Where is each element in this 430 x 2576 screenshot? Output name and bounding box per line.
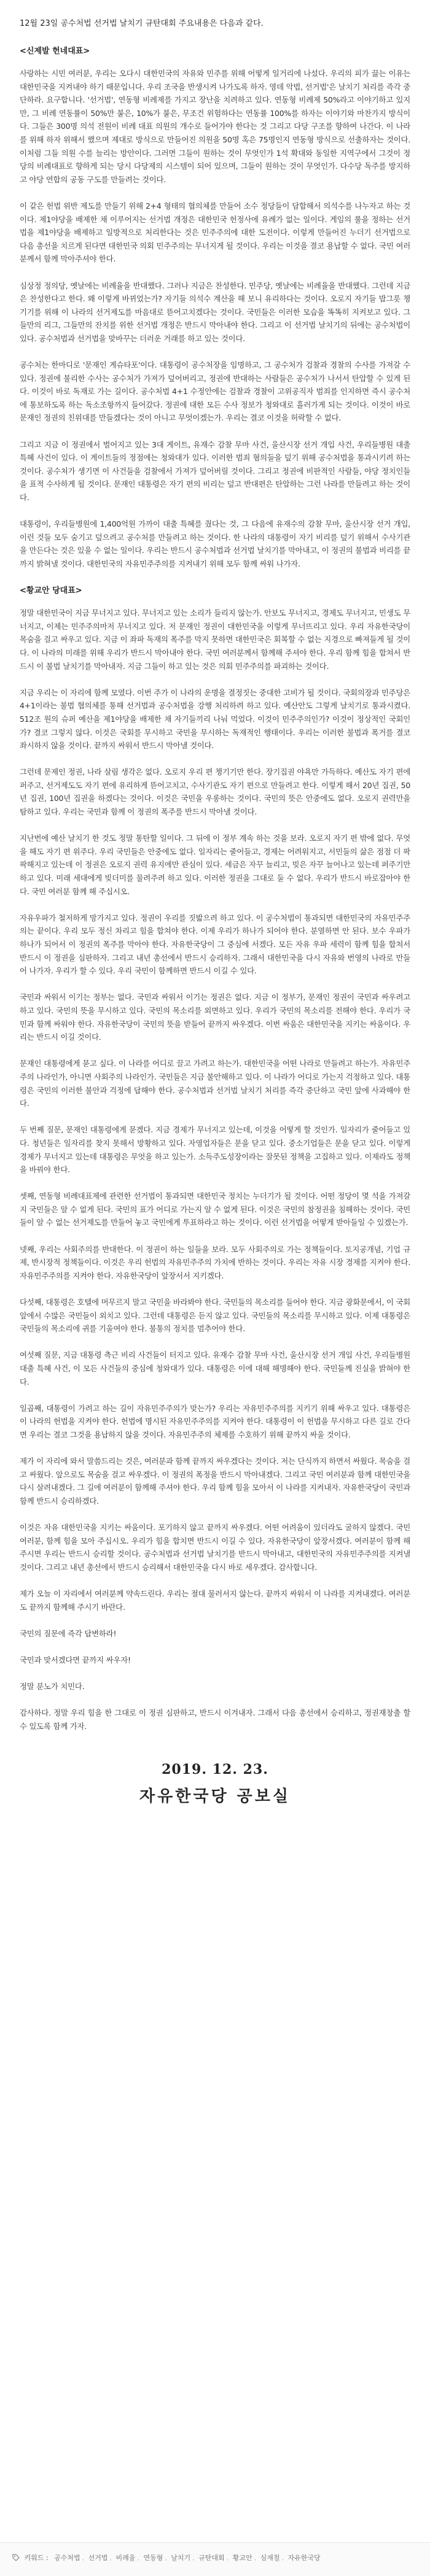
tag-separator: , [281,2554,284,2562]
tag-separator: , [137,2554,139,2562]
body-paragraph: 국민과 싸워서 이기는 정부는 없다. 국민과 싸워서 이기는 정권은 없다. 지금 이 정부가, 문재인 정권이 국민과 싸우려고 하고 있다. 국민의 뜻을 무시하고 있다. 국민의 목소리를 외면하고 있다. 우리가 국민의 목소리를 전해야 한다. 우리가 국민과 함께 싸워야 한다. 자유한국당이 국민의 뜻을 받들어 끝까지 싸우겠다. 이번 싸움은 대한민국을 지키는 싸움이다. 우리는 반드시 이길 것이다. [20,992,410,1042]
body-paragraph: 자유우파가 철저하게 망가지고 있다. 정권이 우리를 짓밟으려 하고 있다. 이 공수처법이 통과되면 대한민국의 자유민주주의는 끝이다. 우리 모두 정신 차리고 힘을 합쳐야 한다. 이제 우리가 하나가 되어야 한다. 분열하면 안 된다. 보수 우파가 하나가 되어서 이 정권의 폭주를 막아야 한다. 자유한국당이 그 중심에 서겠다. 모든 자유 우파 세력이 함께 힘을 합쳐서 반드시 이 정권을 심판하자. 그리고 내년 총선에서 반드시 승리하자. 그래서 대한민국을 다시 자유와 번영의 나라로 만들어 나가자. 우리가 할 수 있다. 우리 국민이 함께하면 반드시 이길 수 있다. [20,913,410,976]
body-paragraph: 지금 우리는 이 자리에 함께 모였다. 이번 주가 이 나라의 운명을 결정짓는 중대한 고비가 될 것이다. 국회의장과 민주당은 4+1이라는 불법 협의체를 통해 선거법과 공수처법을 강행 처리하려 하고 있다. 예산안도 그렇게 날치기로 통과시켰다. 512조 원의 슈퍼 예산을 제1야당을 배제한 채 자기들끼리 나눠 먹었다. 이것이 민주주의인가? 이것이 정상적인 국회인가? 결코 그렇지 않다. 이것은 국회를 무시하고 국민을 무시하는 독재적인 행태이다. 우리는 이러한 불법과 폭거를 결코 좌시하지 않을 것이다. 끝까지 싸워서 반드시 막아낼 것이다. [20,687,410,751]
body-paragraph: 이 같은 헌법 위반 제도를 만들기 위해 2+4 형태의 협의체를 만들어 소수 정당들이 담합해서 의석수를 나누자고 하는 것이다. 제1야당을 배제한 채 이루어지는 선거법 개정은 대한민국 헌정사에 유례가 없는 일이다. 게임의 룰을 정하는 선거법을 제1야당을 배제하고 일방적으로 처리한다는 것은 민주주의에 대한 도전이다. 이렇게 만들어진 누더기 선거법으로 다음 총선을 치르게 된다면 대한민국 의회 민주주의는 무너지게 될 것이다. 우리는 이것을 결코 용납할 수 없다. 국민 여러분께서 함께 막아주셔야 한다. [20,201,410,264]
tag-separator: , [226,2554,229,2562]
body-paragraph: 사랑하는 시민 여러분, 우리는 오다시 대한민국의 자유와 민주를 위해 어떻게 일거리에 나섰다. 우리의 피가 끓는 이유는 대한민국을 지켜내야 하기 때문입니다. 우리 조국을 반생시켜 나가도록 하자. 영데 악법, 선거법'은 날치기 처리를 즉각 중단하라. 요구합니다. '선거법', 연동형 비례제를 가지고 장난을 치려하고 있다. 연동형 비례제 50%라고 이야기하고 있지만, 그 비례 연동률이 50%만 붙은, 10%가 붙은, 무조건 위험하다는 연동률 100%를 하자는 이야기와 마찬가지 방식이다. 그들은 300명 의석 전원이 비례 대표 의원의 개수로 들어가야 한다는 것 그리고 다당 구조를 향하여 나간다. 이 나라를 위해 하자 위해서 했으며 제대로 방식으로 만들어진 의원을 50명 혹은 75명인지 연동형 방식으로 선출하자는 것이다. 이처럼 그들 의원 수를 늘리는 방안이다. 그러면 그들이 원하는 것이 무엇인가 1석 확대와 동일한 지역구에서 그것이 정당의 비례대표로 향하게 되는 당시 다당제의 시스템이 되어 있으며, 그들이 원하는 것이 무엇인가. 다수당 독주를 방지하고 야당 연합의 공동 구도를 만들려는 것이다. [20,69,410,184]
issuer-name: 자유한국당 공보실 [139,1787,291,1806]
keyword-tag[interactable]: 선거법 [88,2554,108,2562]
body-paragraph: 이것은 자유 대한민국을 지키는 싸움이다. 포기하지 않고 끝까지 싸우겠다. 어떤 어려움이 있더라도 굴하지 않겠다. 국민 여러분, 함께 힘을 모아 주십시오. 우리가 힘을 합치면 반드시 이길 수 있다. 자유한국당이 앞장서겠다. 여러분이 함께 해주시면 우리는 반드시 승리할 것이다. 공수처법과 선거법 날치기를 반드시 막아내고, 대한민국의 자유민주주의를 지켜낼 것이다. 그리고 내년 총선에서 반드시 승리해서 대한민국을 다시 바로 세우겠다. 감사합니다. [20,1523,410,1572]
tag-separator: , [109,2554,112,2562]
keyword-tag[interactable]: 공수처법 [54,2554,80,2562]
lead-sentence: 12월 23일 공수처법 선거법 날치기 규탄대회 주요내용은 다음과 같다. [20,19,264,28]
body-paragraph: 대통령이, 우리들병원에 1,400억원 가까이 대출 특혜를 줬다는 것, 그 다음에 유재수의 감찰 무마, 울산시장 선거 개입, 이런 것들 모두 숨기고 덮으려고 공수처를 만들려고 하는 것이다. 한 나라의 대통령이 자기 비리를 덮기 위해서 수사기관을 만든다는 것은 있을 수 없는 일이다. 우리는 반드시 공수처법과 선거법 날치기를 막아내고, 이 정권의 불법과 비리를 끝까지 밝혀낼 것이다. 대한민국의 자유민주주의를 지켜내기 위해 모두 함께 싸워 나가자. [20,519,410,568]
body-paragraph: 심상정 정의당, 옛날에는 비례율을 반대했다. 그러나 지금은 찬성한다. 민주당, 옛날에는 비례율을 반대했다. 그런데 지금은 찬성한다고 한다. 왜 이렇게 바뀌었는가? 자기들 의석수 계산을 해 보니 유리하다는 것이다. 오로지 자기들 밥그릇 챙기기를 위해 이 나라의 선거제도를 마음대로 뜯어고치겠다는 것이다. 국민들은 이러한 모습을 똑똑히 지켜보고 있다. 그들만의 리그, 그들만의 잔치를 위한 선거법 개정은 반드시 막아내야 한다. 그리고 이 선거법 날치기의 뒤에는 공수처법이 있다. 공수처법과 선거법을 맞바꾸는 더러운 거래를 하고 있는 것이다. [20,280,410,343]
body-paragraph: 지난번에 예산 날치기 한 것도 정말 통탄할 일이다. 그 뒤에 이 정부 계속 하는 것을 보라. 오로지 자기 편 밖에 없다. 무엇을 해도 자기 편 위주다. 우리 국민들은 안중에도 없다. 일자리는 줄어들고, 경제는 어려워지고, 서민들의 삶은 점점 더 팍팍해지고 있는데 이 정권은 오로지 권력 유지에만 관심이 있다. 세금은 자꾸 늘리고, 빚은 자꾸 늘어나고 있는데 퍼주기만 하고 있다. 미래 세대에게 빚더미를 물려주려 하고 있다. 이러한 정권을 그대로 둘 수 없다. 우리가 반드시 바로잡아야 한다. 국민 여러분 함께 해 주십시오. [20,834,410,896]
body-paragraph: 정말 대한민국이 지금 무너지고 있다. 무너지고 있는 소리가 들리지 않는가. 안보도 무너지고, 경제도 무너지고, 민생도 무너지고, 이제는 민주주의마저 무너지고 있다. 저 문재인 정권이 대한민국을 이렇게 무너뜨리고 있다. 우리 자유한국당이 목숨을 걸고 싸우고 있다. 지금 이 좌파 독재의 폭주를 막지 못하면 대한민국은 회복할 수 없는 지경으로 빠져들게 될 것이다. 이 나라의 미래를 위해 우리가 반드시 막아내야 한다. 국민 여러분께서 함께해 주셔야 한다. 우리 함께 힘을 합쳐서 반드시 이 불법 날치기를 막아내자. 지금 그들이 하고 있는 것은 의회 민주주의를 파괴하는 것이다. [20,608,410,671]
body-paragraph: 넷째, 우리는 사회주의를 반대한다. 이 정권이 하는 일들을 보라. 모두 사회주의로 가는 정책들이다. 토지공개념, 기업 규제, 반시장적 정책들이다. 이것은 우리 헌법의 자유민주주의 가치에 반하는 것이다. 우리는 자유 시장 경제를 지켜야 한다. 자유민주주의를 지켜야 한다. 자유한국당이 앞장서서 지키겠다. [20,1244,410,1280]
section-title-second: <황교안 당대표> [20,586,82,596]
tag-separator: , [254,2554,257,2562]
body-paragraph: 문재인 대통령에게 묻고 싶다. 이 나라를 어디로 끌고 가려고 하는가. 대한민국을 어떤 나라로 만들려고 하는가. 자유민주주의 나라인가, 아니면 사회주의 나라인가. 국민들은 지금 불안해하고 있다. 이 나라가 어디로 가는지 걱정하고 있다. 대통령은 국민의 이러한 불안과 걱정에 답해야 한다. 공수처법과 선거법 날치기 처리를 즉각 중단하고 국민 앞에 사과해야 한다. [20,1059,410,1108]
keyword-tag[interactable]: 비례율 [115,2554,136,2562]
tag-separator: , [165,2554,167,2562]
keyword-tag[interactable]: 자유한국당 [287,2554,321,2562]
keyword-tag[interactable]: 황교안 [232,2554,252,2562]
keyword-tag[interactable]: 날치기 [171,2554,191,2562]
body-paragraph: 제가 이 자리에 와서 말씀드리는 것은, 여러분과 함께 끝까지 싸우겠다는 것이다. 저는 단식까지 하면서 싸웠다. 목숨을 걸고 싸웠다. 앞으로도 목숨을 걸고 싸우겠다. 이 정권의 폭정을 반드시 막아내겠다. 그리고 국민 여러분과 함께 대한민국을 다시 살려내겠다. 그 길에 여러분이 함께해 주셔야 한다. 우리 함께 힘을 모아서 이 나라를 지켜내자. 자유한국당이 국민과 함께 반드시 승리하겠다. [20,1456,410,1506]
body-paragraph: 국민과 맞서겠다면 끝까지 싸우자! [20,1655,131,1665]
body-paragraph: 셋째, 연동형 비례대표제에 관련한 선거법이 통과되면 대한민국 정치는 누더기가 될 것이다. 어떤 정당이 몇 석을 가져갈지 국민들은 알 수 없게 된다. 국민의 표가 어디로 가는지 알 수 없게 된다. 이것은 국민의 참정권을 침해하는 것이다. 국민들이 알 수 없는 선거제도를 만들어 놓고 국민에게 투표하라고 하는 것이다. 이런 선거법을 어떻게 받아들일 수 있겠는가. [20,1191,410,1228]
body-paragraph: 그리고 지금 이 정권에서 벌어지고 있는 3대 게이트, 유재수 감찰 무마 사건, 울산시장 선거 개입 사건, 우리들병원 대출 특혜 사건이 있다. 이 게이트들의 정점에는 청와대가 있다. 이러한 범죄 혐의들을 덮기 위해 공수처법을 통과시키려 하는 것이다. 공수처가 생기면 이 사건들을 검찰에서 가져가 덮어버릴 것이다. 그리고 정권에 비판적인 사람들, 야당 정치인들을 표적 수사하게 될 것이다. 문재인 대통령은 자기 편의 비리는 덮고 반대편은 탄압하는 그런 나라를 만들려고 하는 것이다. [20,439,410,502]
section-body-first [20,67,410,571]
body-paragraph: 여섯째 질문, 지금 대통령 측근 비리 사건들이 터지고 있다. 유재수 감찰 무마 사건, 울산시장 선거 개입 사건, 우리들병원 대출 특혜 사건, 이 모든 사건들의 중심에 청와대가 있다. 대통령은 이에 대해 해명해야 한다. 국민들께 진실을 밝혀야 한다. [20,1350,410,1387]
body-paragraph: 공수처는 한마디로 '문재인 게슈타포'이다. 대통령이 공수처장을 임명하고, 그 공수처가 검찰과 경찰의 수사를 가져갈 수 있다. 정권에 불리한 수사는 공수처가 가져가 덮어버리고, 정권에 반대하는 사람들은 공수처가 나서서 탄압할 수 있게 된다. 이것이 바로 독재로 가는 길이다. 공수처법 4+1 수정안에는 검찰과 경찰이 고위공직자 범죄를 인지하면 즉시 공수처에 통보하도록 하는 독소조항까지 들어갔다. 정권에 대한 모든 수사 정보가 청와대로 흘러가게 되는 것이다. 이것이 바로 문재인 정권의 친위대를 만들겠다는 것이 아니고 무엇이겠는가. 우리는 결코 이것을 허락할 수 없다. [20,360,410,423]
tag-separator: , [82,2554,85,2562]
keyword-tag[interactable]: 심재철 [260,2554,280,2562]
body-paragraph: 일곱째, 대통령이 가려고 하는 길이 자유민주주의가 맞는가? 우리는 자유민주주의를 지키기 위해 싸우고 있다. 대통령은 이 나라의 헌법을 지켜야 한다. 헌법에 명시된 자유민주주의를 지켜야 한다. 대통령이 이 헌법을 무시하고 다른 길로 간다면 우리는 결코 그것을 용납하지 않을 것이다. 자유민주주의 체제를 수호하기 위해 끝까지 싸울 것이다. [20,1403,410,1439]
body-paragraph: 두 번째 질문, 문재인 대통령에게 묻겠다. 지금 경제가 무너지고 있는데, 이것을 어떻게 할 것인가. 일자리가 줄어들고 있다. 청년들은 일자리를 찾지 못해서 방황하고 있다. 자영업자들은 문을 닫고 있다. 중소기업들은 문을 닫고 있다. 이렇게 경제가 무너지고 있는데 대통령은 무엇을 하고 있는가. 소득주도성장이라는 잘못된 정책을 고집하고 있다. 이제라도 정책을 바꿔야 한다. [20,1125,410,1175]
keyword-label: 키워드 : [24,2554,49,2562]
body-paragraph: 그런데 문제인 정권, 나라 살림 생각은 없다. 오로지 우리 편 챙기기만 한다. 장기집권 야욕만 가득하다. 예산도 자기 편에 퍼주고, 선거제도도 자기 편에 유리하게 뜯어고치고, 수사기관도 자기 편으로 만들려고 한다. 이렇게 해서 20년 집권, 50년 집권, 100년 집권을 하겠다는 것이다. 이것은 국민을 우롱하는 것이다. 국민의 뜻은 안중에도 없다. 오로지 권력만을 탐하고 있다. 우리는 국민과 함께 이 정권의 폭주를 반드시 막아낼 것이다. [20,767,410,817]
section-title-first: <신제발 헌네대표> [20,47,90,56]
tag-separator: , [192,2554,195,2562]
body-paragraph: 제가 오늘 이 자리에서 여러분께 약속드린다. 우리는 절대 물러서지 않는다. 끝까지 싸워서 이 나라를 지켜내겠다. 여러분도 끝까지 함께해 주시기 바란다. [20,1589,410,1612]
keyword-tags-bar [0,2542,430,2576]
body-paragraph: 국민의 질문에 즉각 답변하라! [20,1628,117,1638]
tag-icon [12,2554,20,2561]
body-paragraph: 다섯째, 대통령은 호텔에 머무르지 말고 국민을 바라봐야 한다. 국민들의 목소리를 들어야 한다. 지금 광화문에서, 이 국회 앞에서 수많은 국민들이 외치고 있다. 그런데 대통령은 듣지 않고 있다. 국민들의 목소리를 무시하고 있다. 이제 대통령은 국민들의 목소리에 귀를 기울여야 한다. 불통의 정치를 멈추어야 한다. [20,1298,410,1334]
keyword-tag[interactable]: 규탄대회 [198,2554,225,2562]
body-paragraph: 정말 분노가 치민다. [20,1682,85,1692]
keyword-tag[interactable]: 연동형 [143,2554,163,2562]
body-paragraph: 감사하다. 정말 우리 힘을 한 그대로 이 정권 심판하고, 반드시 이겨내자. 그래서 다음 총선에서 승리하고, 정권재창출 할 수 있도록 함께 가자. [20,1708,410,1731]
release-date: 2019. 12. 23. [162,1761,268,1777]
signature-block [20,1762,410,1806]
section-body-second [20,606,410,1733]
